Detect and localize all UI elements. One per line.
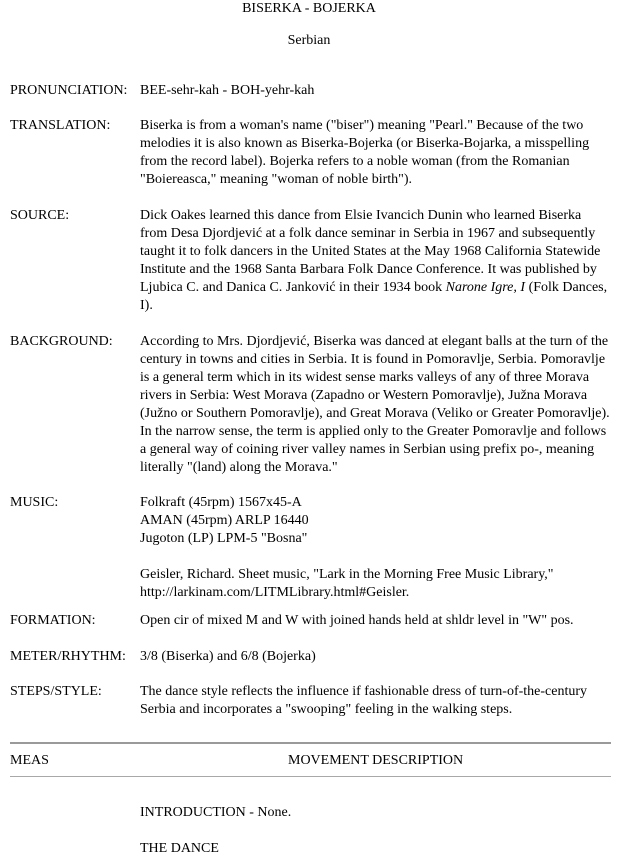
page-subtitle: Serbian [287,33,331,48]
the-dance-heading: THE DANCE [140,841,219,856]
field-value: 3/8 (Biserka) and 6/8 (Bojerka) [140,649,316,664]
meas-header: MEAS [10,753,49,768]
source-text: Dick Oakes learned this dance from Elsie Ivancich Dunin who learned Biserka from Desa Djordjević at a folk dance seminar in Serbia in 1967 and subsequently taught it to folk dancers in the United States at the May 1968 California Statewide Institute and the 1968 Santa Barbara Folk Dance Conference. It was published by Ljubica C. and Danica C. Janković in their 1934 book [140,208,601,295]
field-value: According to Mrs. Djordjević, Biserka was danced at elegant balls at the turn of the century in towns and cities in Serbia. It is found in Pomoravlje, Serbia. Pomoravlje is a general term which in its widest sense marks valleys of any of three Morava rivers in Serbia: West Morava (Zapadno or Western Pomoravlje), Južna Morava (Južno or Southern Pomoravlje), and Great Morava (Veliko or Greater Pomoravlje). In the narrow sense, the term is applied only to the Greater Pomoravlje and follows a general way of coining river valley names in Serbian using prefix po-, meaning literally "(land) along the Morava." [140,334,610,475]
page-title: BISERKA - BOJERKA [242,1,376,16]
field-value [140,207,610,315]
field-label: BACKGROUND: [10,334,113,349]
field-label: TRANSLATION: [10,118,111,133]
divider-bottom [10,776,611,777]
movement-description-header: MOVEMENT DESCRIPTION [288,753,464,768]
field-value [140,494,610,602]
sheet-music-entry: Geisler, Richard. Sheet music, "Lark in the Morning Free Music Library," http://larkinam.com/LITMLibrary.html#Geisler. [140,567,554,600]
field-label: METER/RHYTHM: [10,649,126,664]
field-value: The dance style reflects the influence if fashionable dress of turn-of-the-century Serbia and incorporates a "swooping" feeling in the walking steps. [140,684,588,717]
field-value: BEE-sehr-kah - BOH-yehr-kah [140,83,315,98]
field-label: SOURCE: [10,208,70,223]
source-text-end: (Folk Dances, I). [140,280,608,313]
book-title: Narone Igre, I [445,280,526,295]
record-entry: Jugoton (LP) LPM-5 "Bosna" [140,531,308,546]
field-label: PRONUNCIATION: [10,83,128,98]
record-entry: Folkraft (45rpm) 1567x45-A [140,495,302,510]
introduction-text: INTRODUCTION - None. [140,805,292,820]
field-label: STEPS/STYLE: [10,684,102,699]
field-label: MUSIC: [10,495,59,510]
field-label: FORMATION: [10,613,96,628]
divider-top [10,742,611,744]
field-value: Biserka is from a woman's name ("biser") meaning "Pearl." Because of the two melodies it is also known as Biserka-Bojerka (or Biserka-Bojarka, a misspelling from the record label). Bojerka refers to a noble woman (from the Romanian "Boiereasca," meaning "woman of noble birth"). [140,118,590,187]
field-value: Open cir of mixed M and W with joined hands held at shldr level in "W" pos. [140,613,574,628]
record-entry: AMAN (45rpm) ARLP 16440 [140,513,309,528]
